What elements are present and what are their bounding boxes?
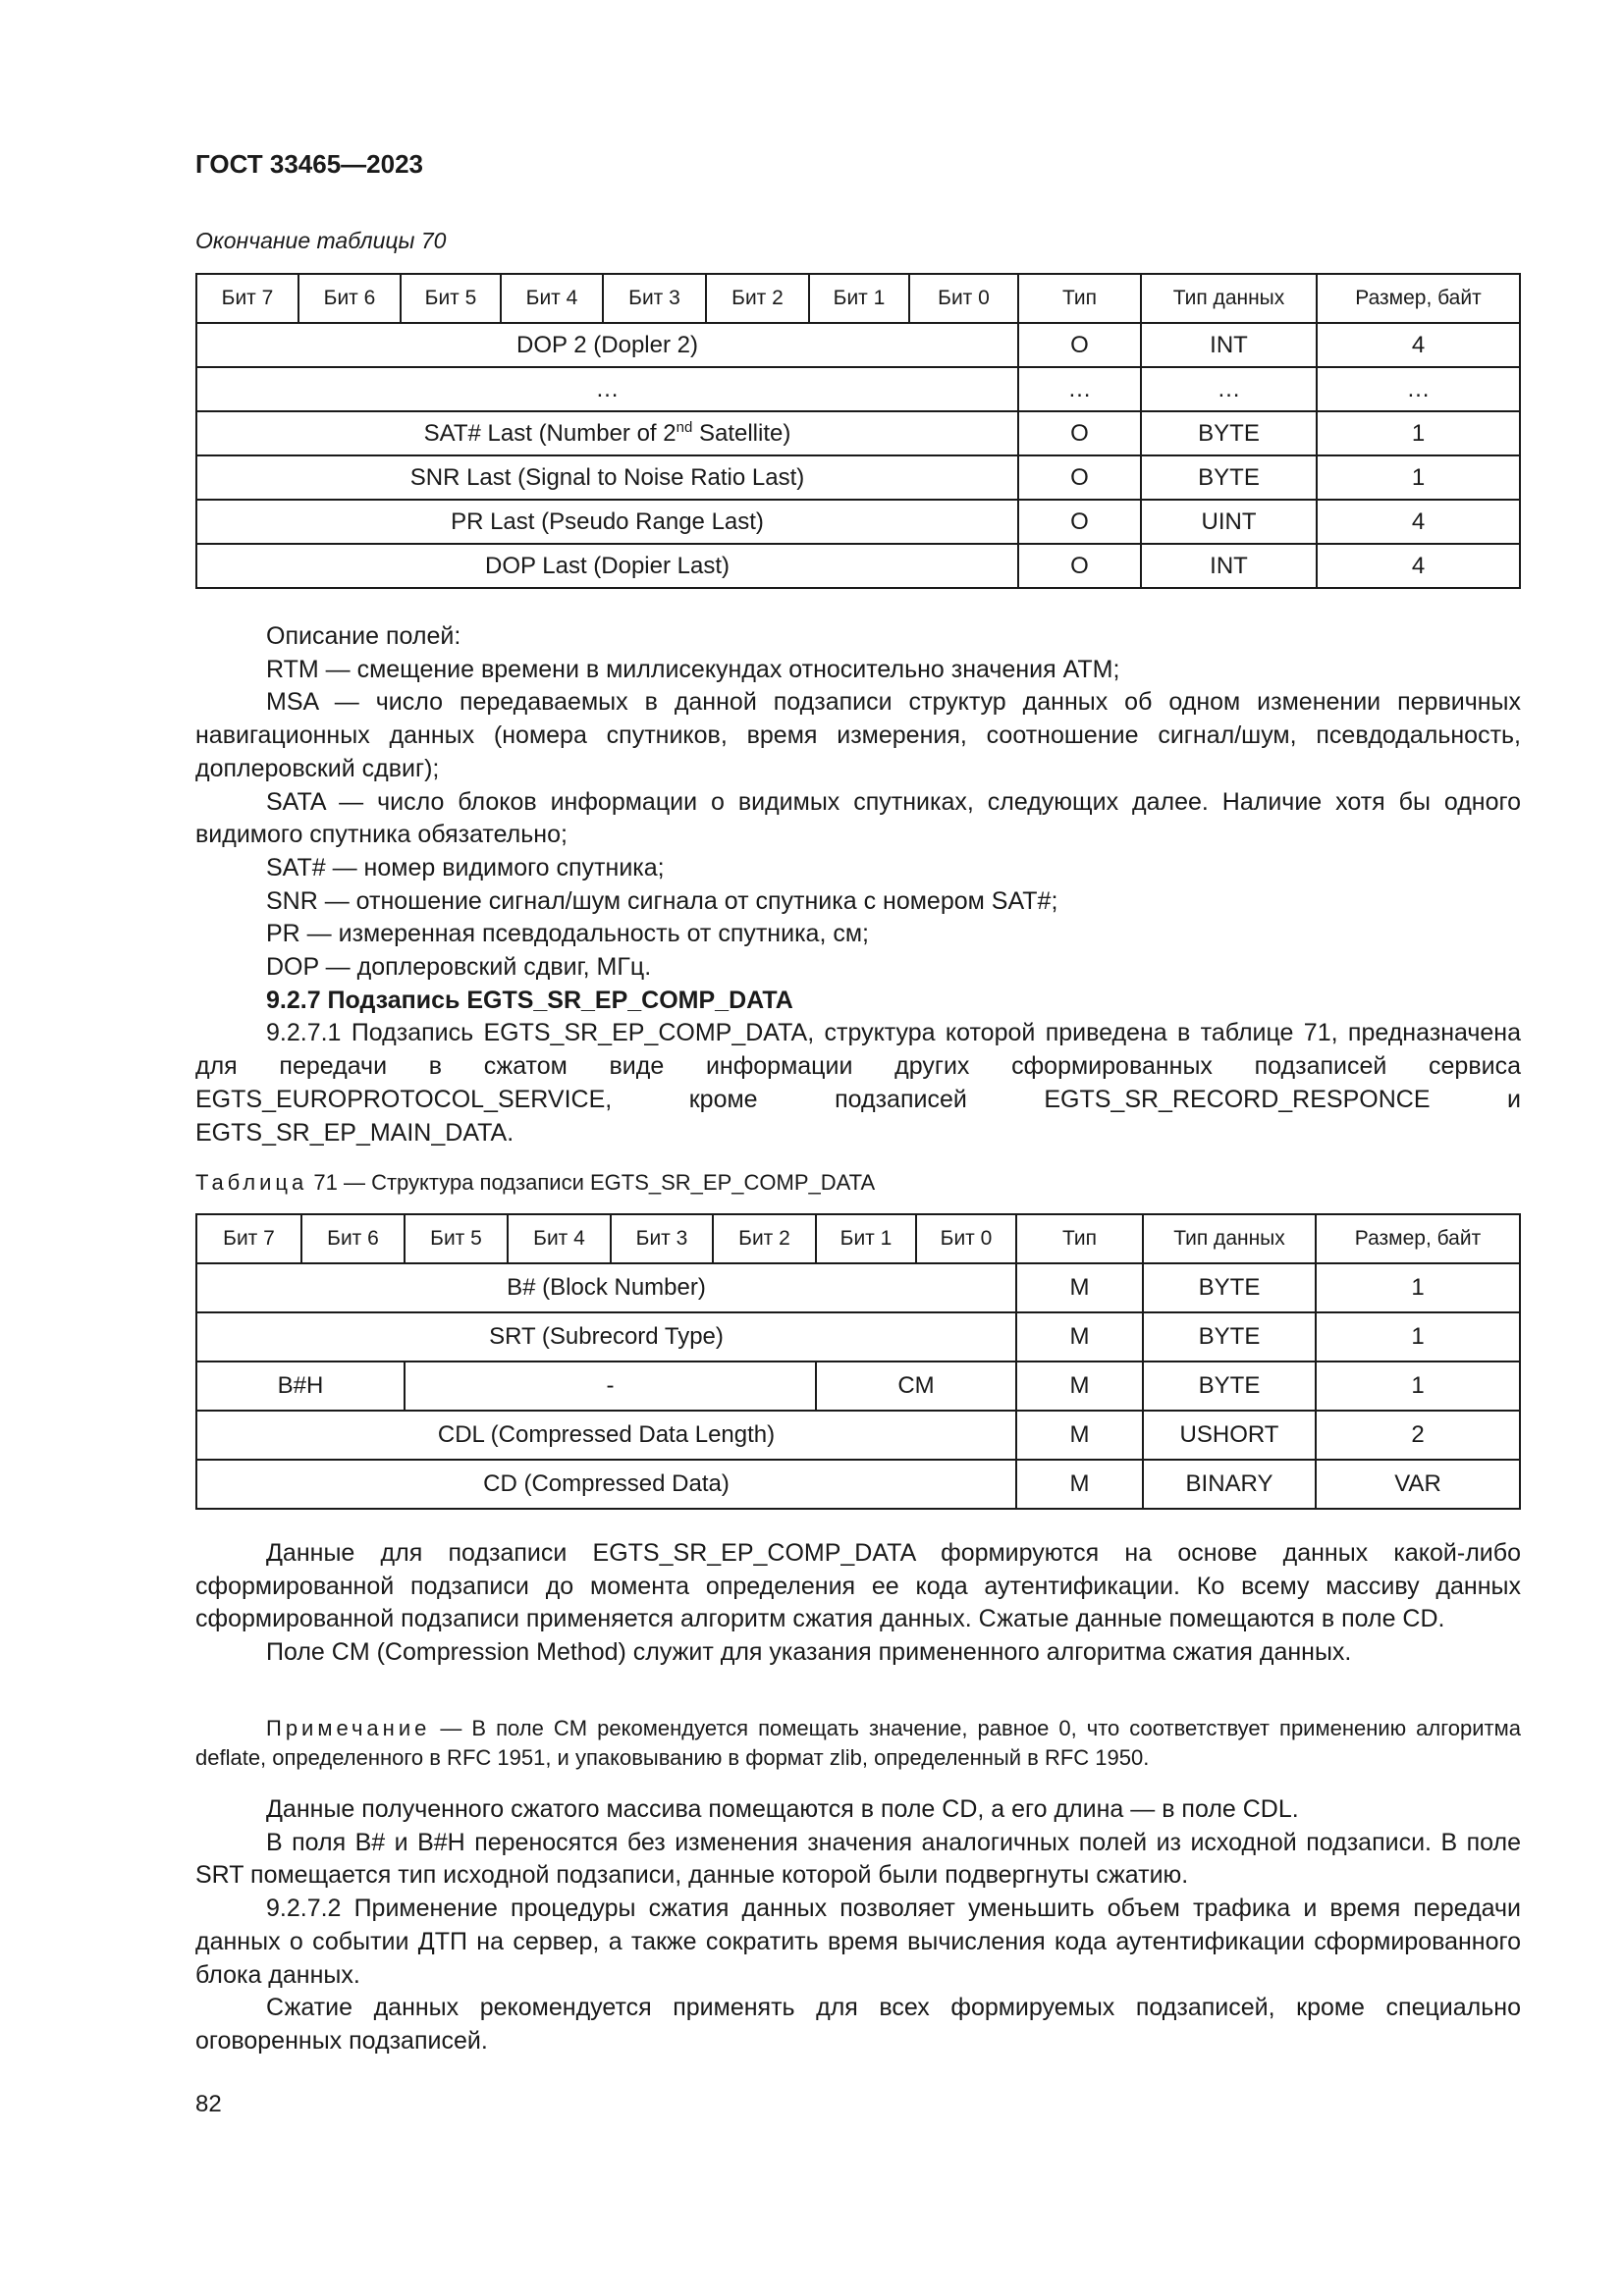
paragraph: SNR — отношение сигнал/шум сигнала от спутника с номером SAT#; <box>266 886 1058 915</box>
table-row <box>196 1263 1520 1312</box>
paragraph: SAT# — номер видимого спутника; <box>266 853 665 881</box>
table-row <box>196 367 1520 411</box>
paragraph: SATA — число блоков информации о видимых спутниках, следующих далее. Наличие хотя бы одного видимого спутника обязательно; <box>195 787 1521 849</box>
compression-details-text <box>195 1793 1521 2058</box>
dtype-cell: INT <box>1141 544 1317 588</box>
paragraph: Поле CM (Compression Method) служит для указания примененного алгоритма сжатия данных. <box>266 1638 1352 1667</box>
paragraph: DOP — доплеровский сдвиг, МГц. <box>266 953 652 982</box>
field-cell: B#H <box>196 1362 405 1411</box>
paragraph: 9.2.7.1 Подзапись EGTS_SR_EP_COMP_DATA, структура которой приведена в таблице 71, предназначена для передачи в сжатом виде информации других сформированных подзаписей сервиса EGTS_EUROPROTOCOL_SERVICE, кроме подзаписей EGTS_SR_RECORD_RESPONCE и EGTS_SR_EP_MAIN_DATA. <box>195 1019 1521 1147</box>
column-header: Бит 5 <box>401 274 501 323</box>
table-row <box>196 323 1520 367</box>
column-header: Тип <box>1016 1214 1143 1263</box>
size-cell: 2 <box>1316 1411 1520 1460</box>
paragraph: MSA — число передаваемых в данной подзаписи структур данных об одном изменении первичных навигационных данных (номера спутников, время измерения, соотношение сигнал/шум, псевдодальность, доплеровский сдвиг); <box>195 688 1521 782</box>
column-header: Бит 7 <box>196 1214 301 1263</box>
table-header-row <box>196 274 1520 323</box>
size-cell: 4 <box>1317 323 1520 367</box>
paragraph: 9.2.7.2 Применение процедуры сжатия данных позволяет уменьшить объем трафика и время передачи данных о событии ДТП на сервер, а также сократить время вычисления кода аутентификации сформированного блока данных. <box>195 1895 1521 1989</box>
column-header: Бит 2 <box>706 274 809 323</box>
size-cell: 4 <box>1317 544 1520 588</box>
field-cell <box>196 411 1018 455</box>
table-row <box>196 544 1520 588</box>
column-header: Бит 3 <box>603 274 706 323</box>
size-cell: … <box>1317 367 1520 411</box>
size-cell: VAR <box>1316 1460 1520 1509</box>
field-text: SAT# Last (Number of 2 <box>423 420 677 447</box>
column-header: Бит 0 <box>916 1214 1016 1263</box>
column-header: Бит 4 <box>508 1214 611 1263</box>
type-cell: O <box>1018 323 1141 367</box>
table-header-row <box>196 1214 1520 1263</box>
type-cell: O <box>1018 411 1141 455</box>
table-71-caption <box>195 1170 875 1196</box>
field-description-text <box>195 620 1521 1149</box>
dtype-cell: BYTE <box>1141 455 1317 500</box>
field-cell: SRT (Subrecord Type) <box>196 1312 1016 1362</box>
field-cell: - <box>405 1362 816 1411</box>
type-cell: M <box>1016 1460 1143 1509</box>
column-header: Тип данных <box>1141 274 1317 323</box>
dtype-cell: INT <box>1141 323 1317 367</box>
column-header: Бит 1 <box>809 274 909 323</box>
column-header: Бит 4 <box>501 274 603 323</box>
column-header: Тип данных <box>1143 1214 1316 1263</box>
column-header: Бит 5 <box>405 1214 508 1263</box>
field-cell: DOP Last (Dopier Last) <box>196 544 1018 588</box>
size-cell: 4 <box>1317 500 1520 544</box>
column-header: Бит 7 <box>196 274 298 323</box>
size-cell: 1 <box>1317 455 1520 500</box>
size-cell: 1 <box>1317 411 1520 455</box>
field-cell: CDL (Compressed Data Length) <box>196 1411 1016 1460</box>
paragraph: Описание полей: <box>266 622 461 650</box>
type-cell: M <box>1016 1362 1143 1411</box>
paragraph: Данные для подзаписи EGTS_SR_EP_COMP_DATA формируются на основе данных какой-либо сформированной подзаписи до момента определения ее кода аутентификации. Ко всему массиву данных сформированной подзаписи применяется алгоритм сжатия данных. Сжатые данные помещаются в поле CD. <box>195 1539 1521 1633</box>
paragraph: Данные полученного сжатого массива помещаются в поле CD, а его длина — в поле CDL. <box>266 1795 1299 1823</box>
column-header: Бит 2 <box>713 1214 816 1263</box>
caption-title: 71 — Структура подзаписи EGTS_SR_EP_COMP_DATA <box>307 1170 876 1195</box>
table-row <box>196 1312 1520 1362</box>
field-cell: CD (Compressed Data) <box>196 1460 1016 1509</box>
field-cell: PR Last (Pseudo Range Last) <box>196 500 1018 544</box>
type-cell: O <box>1018 544 1141 588</box>
column-header: Бит 6 <box>298 274 401 323</box>
superscript: nd <box>676 419 693 436</box>
table-row <box>196 1411 1520 1460</box>
table-70-caption: Окончание таблицы 70 <box>195 228 447 253</box>
table-70 <box>195 273 1521 589</box>
field-cell: CM <box>816 1362 1016 1411</box>
dtype-cell: BYTE <box>1143 1362 1316 1411</box>
column-header: Размер, байт <box>1316 1214 1520 1263</box>
column-header: Тип <box>1018 274 1141 323</box>
paragraph: PR — измеренная псевдодальность от спутника, см; <box>266 920 869 948</box>
field-cell: DOP 2 (Dopler 2) <box>196 323 1018 367</box>
size-cell: 1 <box>1316 1312 1520 1362</box>
table-71 <box>195 1213 1521 1510</box>
dtype-cell: … <box>1141 367 1317 411</box>
dtype-cell: BYTE <box>1141 411 1317 455</box>
type-cell: M <box>1016 1312 1143 1362</box>
dtype-cell: BYTE <box>1143 1263 1316 1312</box>
column-header: Бит 0 <box>909 274 1018 323</box>
field-cell: … <box>196 367 1018 411</box>
type-cell: M <box>1016 1263 1143 1312</box>
column-header: Бит 3 <box>611 1214 713 1263</box>
column-header: Размер, байт <box>1317 274 1520 323</box>
section-heading: 9.2.7 Подзапись EGTS_SR_EP_COMP_DATA <box>266 986 793 1014</box>
page-number: 82 <box>195 2091 222 2117</box>
field-text: Satellite) <box>692 420 791 447</box>
dtype-cell: BYTE <box>1143 1312 1316 1362</box>
dtype-cell: UINT <box>1141 500 1317 544</box>
note <box>195 1714 1521 1773</box>
dtype-cell: USHORT <box>1143 1411 1316 1460</box>
table-row <box>196 455 1520 500</box>
note-text: — В поле CM рекомендуется помещать значение, равное 0, что соответствует применению алгоритма deflate, определенного в RFC 1951, и упаковыванию в формат zlib, определенный в RFC 1950. <box>195 1716 1521 1770</box>
document-header: ГОСТ 33465—2023 <box>195 149 423 179</box>
note-label: Примечание <box>266 1716 431 1740</box>
table-row <box>196 1362 1520 1411</box>
type-cell: … <box>1018 367 1141 411</box>
size-cell: 1 <box>1316 1362 1520 1411</box>
type-cell: M <box>1016 1411 1143 1460</box>
dtype-cell: BINARY <box>1143 1460 1316 1509</box>
size-cell: 1 <box>1316 1263 1520 1312</box>
paragraph: Сжатие данных рекомендуется применять для всех формируемых подзаписей, кроме специально оговоренных подзаписей. <box>195 1994 1521 2055</box>
type-cell: O <box>1018 500 1141 544</box>
field-cell: B# (Block Number) <box>196 1263 1016 1312</box>
compression-description-text <box>195 1537 1521 1670</box>
type-cell: O <box>1018 455 1141 500</box>
caption-label: Таблица <box>195 1170 308 1195</box>
paragraph: В поля B# и B#H переносятся без изменения значения аналогичных полей из исходной подзаписи. В поле SRT помещается тип исходной подзаписи, данные которой были подвергнуты сжатию. <box>195 1828 1521 1890</box>
column-header: Бит 1 <box>816 1214 916 1263</box>
field-cell: SNR Last (Signal to Noise Ratio Last) <box>196 455 1018 500</box>
table-row <box>196 411 1520 455</box>
column-header: Бит 6 <box>301 1214 405 1263</box>
paragraph: RTM — смещение времени в миллисекундах относительно значения ATM; <box>266 655 1120 683</box>
table-row <box>196 1460 1520 1509</box>
table-row <box>196 500 1520 544</box>
